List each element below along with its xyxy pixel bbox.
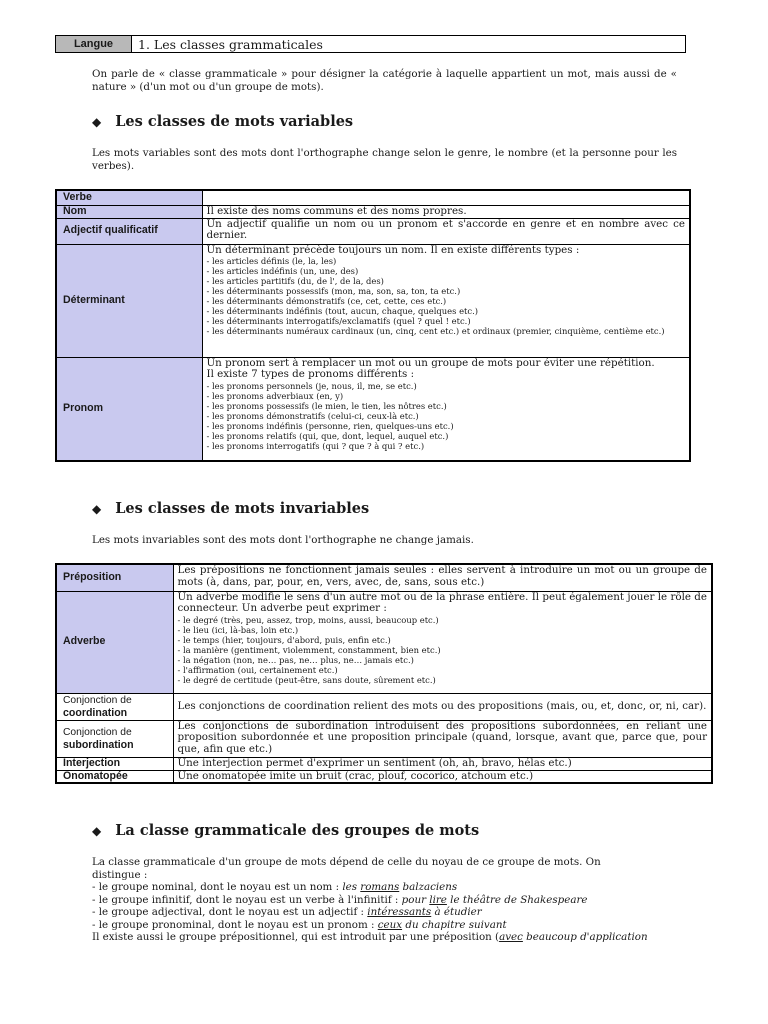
example-text: les <box>342 881 361 893</box>
desc-text: Il existe des noms communs et des noms propres. <box>206 204 467 217</box>
term-cell: Nom <box>56 205 202 218</box>
invariables-heading-text: Les classes de mots invariables <box>115 500 370 517</box>
term-line: Conjonction de <box>63 726 132 738</box>
term-line: coordination <box>63 706 128 719</box>
list-item: - les articles indéfinis (un, une, des) <box>206 266 359 276</box>
desc-cell <box>202 190 690 205</box>
list-item: - les déterminants interrogatifs/exclamatifs (quel ? quel ! etc.) <box>206 316 471 326</box>
variables-text: Les mots variables sont des mots dont l'orthographe change selon le genre, le nombre (et la personne pour les verbes). <box>92 147 677 172</box>
desc-cell <box>173 591 712 693</box>
example-core: intéressants <box>367 906 432 918</box>
desc-text: Les prépositions ne fonctionnent jamais seules : elles servent à introduire un mot ou un groupe de mots (à, dans, par, pour, en, vers, avec, de, sans, sous etc.) <box>177 564 707 588</box>
list-item: - l'affirmation (oui, certainement etc.) <box>177 664 338 675</box>
diamond-bullet-icon: ◆ <box>92 823 102 838</box>
desc-text: Un adjectif qualifie un nom ou un pronom et s'accorde en genre et en nombre avec ce dernier. <box>206 217 685 241</box>
header-tag: Langue <box>56 36 132 52</box>
list-item: - les pronoms personnels (je, nous, il, me, se etc.) <box>206 380 417 391</box>
term-cell: Pronom <box>56 357 202 461</box>
group-line <box>92 919 652 932</box>
list-item: - le lieu (ici, là-bas, loin etc.) <box>177 624 299 635</box>
desc-cell <box>202 244 690 357</box>
desc-cell <box>173 693 712 720</box>
variables-heading <box>92 113 353 130</box>
example-text: du chapitre suivant <box>402 918 507 931</box>
example-core: lire <box>429 893 447 906</box>
group-line <box>92 931 652 944</box>
example-text: à étudier <box>431 906 482 918</box>
desc-text: Les conjonctions de coordination relient des mots ou des propositions (mais, ou, et, donc, or, ni, car). <box>177 699 707 712</box>
term-cell: Verbe <box>56 190 202 205</box>
example-text: beaucoup d'application <box>522 931 648 943</box>
term-cell: Déterminant <box>56 244 202 357</box>
term-cell <box>56 720 173 757</box>
desc-cell <box>173 564 712 591</box>
desc-cell <box>202 357 690 461</box>
list-item: - les déterminants numéraux cardinaux (un, cinq, cent etc.) et ordinaux (premier, cinquième, centième etc.) <box>206 326 665 336</box>
list-item: - la manière (gentiment, violemment, constamment, bien etc.) <box>177 644 441 655</box>
diamond-bullet-icon: ◆ <box>92 501 102 516</box>
line-text: - le groupe infinitif, dont le noyau est un verbe à l'infinitif : <box>92 893 402 906</box>
desc-text: Une interjection permet d'exprimer un sentiment (oh, ah, bravo, hélas etc.) <box>177 756 572 769</box>
list-item: - le temps (hier, toujours, d'abord, puis, enfin etc.) <box>177 634 391 645</box>
desc-cell <box>202 218 690 244</box>
groups-intro: La classe grammaticale d'un groupe de mots dépend de celle du noyau de ce groupe de mots. On distingue : <box>92 856 601 881</box>
line-text: - le groupe nominal, dont le noyau est un nom : <box>92 881 343 893</box>
desc-text: Un déterminant précède toujours un nom. Il en existe différents types : <box>206 243 580 256</box>
example-text: le théâtre de Shakespeare <box>446 893 588 906</box>
desc-text: Un adverbe modifie le sens d'un autre mot ou de la phrase entière. Il peut également jouer le rôle de connecteur. Un adverbe peut exprimer : <box>177 590 707 614</box>
invariables-heading <box>92 500 369 517</box>
groups-heading <box>92 822 479 839</box>
term-cell: Adjectif qualificatif <box>56 218 202 244</box>
page-header <box>55 35 686 53</box>
page-title: 1. Les classes grammaticales <box>138 36 323 52</box>
term-cell: Adverbe <box>56 591 173 693</box>
line-text: - le groupe pronominal, dont le noyau est un pronom : <box>92 918 378 931</box>
desc-cell <box>202 205 690 218</box>
desc-cell <box>173 770 712 783</box>
example-core: romans <box>360 881 400 893</box>
table-row <box>56 205 690 218</box>
table-row <box>56 720 712 757</box>
invariables-text: Les mots invariables sont des mots dont l'orthographe ne change jamais. <box>92 534 474 546</box>
group-line <box>92 894 652 907</box>
variables-table <box>55 189 691 462</box>
term-line: subordination <box>63 738 134 751</box>
term-line: Conjonction de <box>63 694 132 706</box>
variables-heading-text: Les classes de mots variables <box>115 113 354 130</box>
term-cell: Onomatopée <box>56 770 173 783</box>
term-cell: Préposition <box>56 564 173 591</box>
desc-cell <box>173 720 712 757</box>
term-cell: Interjection <box>56 757 173 770</box>
list-item: - les pronoms adverbiaux (en, y) <box>206 390 344 401</box>
desc-text: Un pronom sert à remplacer un mot ou un groupe de mots pour éviter une répétition. <box>206 356 655 369</box>
intro-paragraph: On parle de « classe grammaticale » pour désigner la catégorie à laquelle appartient un mot, mais aussi de « nature » (d'un mot ou d'un groupe de mots). <box>92 68 677 93</box>
table-row <box>56 218 690 244</box>
list-item: - les articles définis (le, la, les) <box>206 256 337 266</box>
list-item: - les déterminants possessifs (mon, ma, son, sa, ton, ta etc.) <box>206 286 461 296</box>
desc-cell <box>173 757 712 770</box>
groups-block <box>92 856 652 944</box>
table-row <box>56 357 690 461</box>
list-item: - les pronoms interrogatifs (qui ? que ? à qui ? etc.) <box>206 440 425 451</box>
desc-text: Une onomatopée imite un bruit (crac, plouf, cocorico, atchoum etc.) <box>177 769 534 782</box>
list-item: - les déterminants indéfinis (tout, aucun, chaque, quelques etc.) <box>206 306 479 316</box>
desc-text: Les conjonctions de subordination introduisent des propositions subordonnées, en reliant une proposition subordonnée et une proposition principale (quand, lorsque, avant que, parce que, pour que, afin que etc.) <box>177 719 707 755</box>
groups-heading-text: La classe grammaticale des groupes de mots <box>115 822 480 839</box>
list-item: - les pronoms possessifs (le mien, le tien, les nôtres etc.) <box>206 400 447 411</box>
group-line <box>92 881 652 894</box>
list-item: - les déterminants démonstratifs (ce, cet, cette, ces etc.) <box>206 296 447 306</box>
example-text: pour <box>401 893 430 906</box>
table-row <box>56 564 712 591</box>
line-text: - le groupe adjectival, dont le noyau est un adjectif : <box>92 906 368 918</box>
list-item: - le degré de certitude (peut-être, sans doute, sûrement etc.) <box>177 674 436 685</box>
desc-text: Il existe 7 types de pronoms différents : <box>206 368 415 380</box>
list-item: - les pronoms indéfinis (personne, rien, quelques-uns etc.) <box>206 420 454 431</box>
diamond-bullet-icon: ◆ <box>92 114 102 129</box>
example-core: avec <box>499 931 523 943</box>
group-line <box>92 906 652 919</box>
list-item: - les articles partitifs (du, de l', de la, des) <box>206 276 384 286</box>
table-row <box>56 190 690 205</box>
table-row <box>56 770 712 783</box>
list-item: - le degré (très, peu, assez, trop, moins, aussi, beaucoup etc.) <box>177 614 439 625</box>
table-row <box>56 591 712 693</box>
table-row <box>56 244 690 357</box>
example-text: balzaciens <box>399 881 458 893</box>
line-text: Il existe aussi le groupe prépositionnel, qui est introduit par une préposition ( <box>92 931 500 943</box>
list-item: - la négation (non, ne… pas, ne… plus, ne… jamais etc.) <box>177 654 414 665</box>
table-row <box>56 693 712 720</box>
table-row <box>56 757 712 770</box>
example-core: ceux <box>377 918 403 931</box>
term-cell <box>56 693 173 720</box>
list-item: - les pronoms relatifs (qui, que, dont, lequel, auquel etc.) <box>206 430 449 441</box>
invariables-table <box>55 563 713 784</box>
list-item: - les pronoms démonstratifs (celui-ci, ceux-là etc.) <box>206 410 419 421</box>
